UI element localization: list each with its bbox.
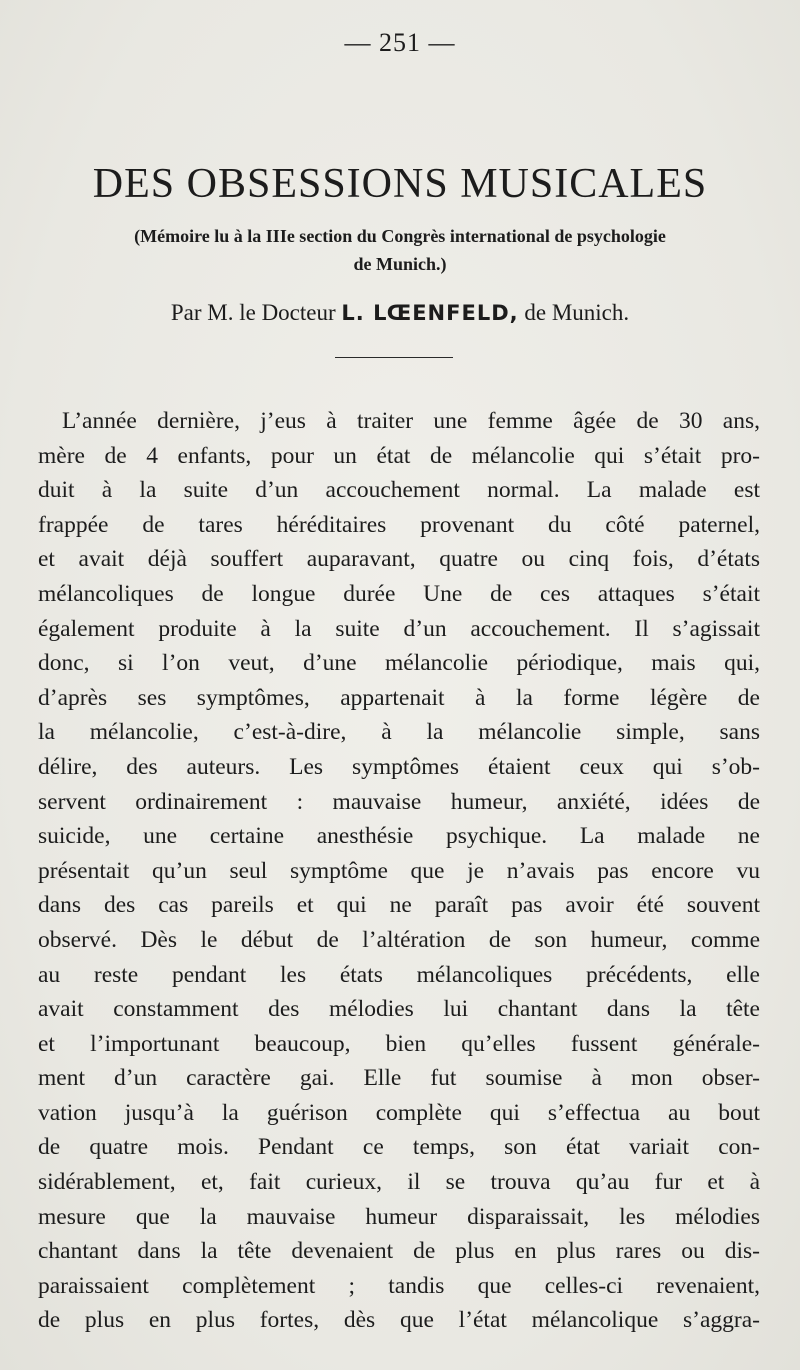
text-line: observé. Dès le début de l’altération de son humeur, comme bbox=[38, 926, 760, 953]
text-line: et avait déjà souffert auparavant, quatre ou cinq fois, d’états bbox=[38, 546, 760, 573]
text-line: également produite à la suite d’un accouchement. Il s’agissait bbox=[38, 615, 760, 642]
text-line: de quatre mois. Pendant ce temps, son état variait con- bbox=[38, 1134, 760, 1161]
article-title: DES OBSESSIONS MUSICALES bbox=[92, 161, 708, 207]
text-line: L’année dernière, j’eus à traiter une femme âgée de 30 ans, bbox=[62, 408, 760, 434]
text-line: mesure que la mauvaise humeur disparaissait, les mélodies bbox=[38, 1203, 760, 1230]
subtitle-line-2: de Munich.) bbox=[353, 254, 447, 274]
text-line: chantant dans la tête devenaient de plus en plus rares ou dis- bbox=[38, 1238, 760, 1265]
text-line: délire, des auteurs. Les symptômes étaient ceux qui s’ob- bbox=[38, 753, 760, 780]
text-line: mère de 4 enfants, pour un état de mélancolie qui s’était pro- bbox=[38, 442, 760, 469]
text-line: ment d’un caractère gai. Elle fut soumise à mon obser- bbox=[38, 1065, 760, 1092]
text-line: avait constamment des mélodies lui chantant dans la tête bbox=[38, 996, 760, 1023]
text-line: présentait qu’un seul symptôme que je n’avais pas encore vu bbox=[38, 857, 760, 884]
subtitle-line-1: (Mémoire lu à la IIIe section du Congrès international de psychologie bbox=[134, 226, 666, 246]
text-line: de plus en plus fortes, dès que l’état mélancolique s’aggra- bbox=[38, 1307, 760, 1334]
text-line: sidérablement, et, fait curieux, il se trouva qu’au fur et à bbox=[38, 1169, 760, 1196]
text-line: servent ordinairement : mauvaise humeur, anxiété, idées de bbox=[38, 788, 760, 815]
page-number: — 251 — bbox=[344, 28, 456, 57]
text-line: la mélancolie, c’est-à-dire, à la mélancolie simple, sans bbox=[38, 719, 760, 746]
byline-prefix: Par M. le Docteur bbox=[170, 300, 336, 325]
text-line: suicide, une certaine anesthésie psychique. La malade ne bbox=[38, 823, 760, 850]
text-line: duit à la suite d’un accouchement normal. La malade est bbox=[38, 477, 760, 504]
text-line: d’après ses symptômes, appartenait à la forme légère de bbox=[38, 684, 760, 711]
article-subtitle bbox=[50, 222, 750, 278]
author-byline bbox=[0, 300, 800, 326]
text-line: frappée de tares héréditaires provenant du côté paternel, bbox=[38, 511, 760, 538]
text-line: dans des cas pareils et qui ne paraît pas avoir été souvent bbox=[38, 892, 760, 919]
text-line: au reste pendant les états mélancoliques précédents, elle bbox=[38, 961, 760, 988]
author-name: L. LŒENFELD, bbox=[341, 301, 519, 325]
text-line: donc, si l’on veut, d’une mélancolie périodique, mais qui, bbox=[38, 650, 760, 677]
text-line: paraissaient complètement ; tandis que celles-ci revenaient, bbox=[38, 1272, 760, 1299]
body-paragraph bbox=[38, 404, 760, 1338]
text-line: et l’importunant beaucoup, bien qu’elles fussent générale- bbox=[38, 1030, 760, 1057]
text-line: mélancoliques de longue durée Une de ces attaques s’était bbox=[38, 580, 760, 607]
text-line: vation jusqu’à la guérison complète qui s’effectua au bout bbox=[38, 1099, 760, 1126]
byline-suffix: de Munich. bbox=[524, 300, 630, 325]
section-divider bbox=[335, 357, 453, 358]
